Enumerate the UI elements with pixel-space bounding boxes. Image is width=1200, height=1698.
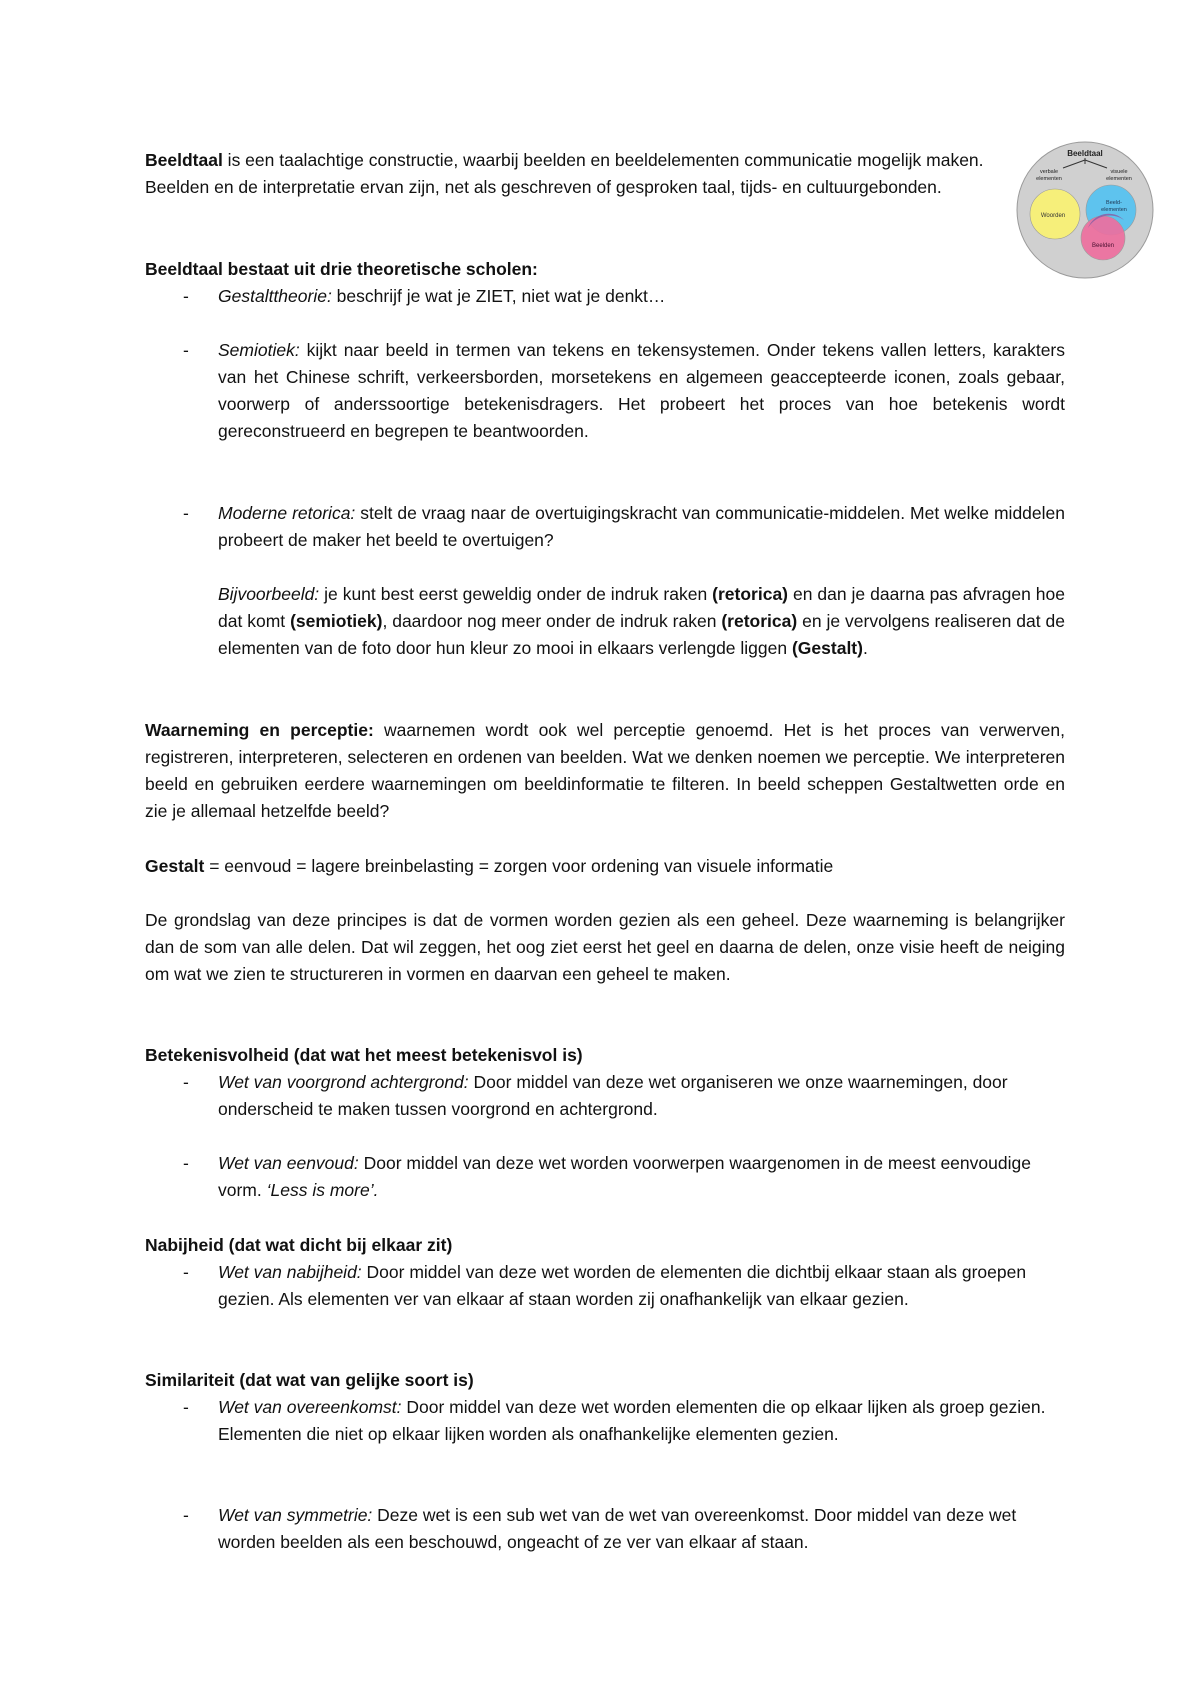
diagram-elements-label-1: Beeld- [1106, 200, 1122, 206]
example-bold-2: (semiotiek) [290, 611, 383, 631]
gestalttheorie-text: beschrijf je wat je ZIET, niet wat je denkt… [331, 286, 666, 306]
semiotiek-text: kijkt naar beeld in termen van tekens en tekensystemen. Onder tekens vallen letters, karakters van het Chinese schrift, verkeersborden, morsetekens en algemeen geaccepteerde iconen, zoals gebaar, voorwerp of anderssoortige betekenisdragers. Het probeert het proces van hoe betekenis wordt gereconstrueerd en begrepen te beantwoorden. [218, 340, 1065, 441]
diagram-left-label-2: elementen [1036, 176, 1062, 182]
list-item-eenvoud [145, 1150, 1065, 1204]
bullet-dash: - [183, 340, 189, 360]
bullet-dash: - [183, 1153, 189, 1173]
example-text-1: je kunt best eerst geweldig onder de indruk raken [319, 584, 713, 604]
list-item-semiotiek [145, 337, 1065, 445]
list-item-nabijheid [145, 1259, 1065, 1313]
bullet-dash: - [183, 1262, 189, 1282]
list-item-gestalttheorie [145, 283, 1065, 310]
perception-paragraph [145, 717, 1065, 825]
example-label: Bijvoorbeeld: [218, 584, 320, 604]
overeenkomst-text: Door middel van deze wet worden elementen die op elkaar lijken als groep gezien. Elementen die niet op elkaar lijken worden als onafhankelijke elementen gezien. [218, 1397, 1046, 1444]
intro-term: Beeldtaal [145, 150, 223, 170]
list-item-overeenkomst [145, 1394, 1065, 1448]
example-text-2: en dan je daarna pas afvragen hoe dat komt [218, 584, 1065, 631]
schools-heading: Beeldtaal bestaat uit drie theoretische scholen: [145, 259, 538, 279]
diagram-left-label-1: verbale [1039, 169, 1059, 175]
diagram-right-label-1: visuele [1110, 169, 1128, 175]
example-text-3: , daardoor nog meer onder de indruk raken [382, 611, 722, 631]
gestalt-text: = eenvoud = lagere breinbelasting = zorgen voor ordening van visuele informatie [204, 856, 834, 876]
symmetrie-label: Wet van symmetrie: [218, 1505, 373, 1525]
nabijheid-label: Wet van nabijheid: [218, 1262, 362, 1282]
example-text-5: . [862, 638, 868, 658]
beeldtaal-venn-diagram [1015, 140, 1155, 280]
list-item-voorgrond-achtergrond [145, 1069, 1065, 1123]
diagram-words-label: Woorden [1040, 213, 1066, 219]
betekenis-heading: Betekenisvolheid (dat wat het meest betekenisvol is) [145, 1045, 583, 1065]
overeenkomst-label: Wet van overeenkomst: [218, 1397, 402, 1417]
list-item-symmetrie [145, 1502, 1065, 1556]
example-text-4: en je vervolgens realiseren dat de elementen van de foto door hun kleur zo mooi in elkaars verlengde liggen [218, 611, 1065, 658]
gestalt-line [145, 853, 1065, 880]
diagram-right-label-2: elementen [1106, 176, 1132, 182]
example-bold-3: (retorica) [721, 611, 798, 631]
nabijheid-text: Door middel van deze wet worden de elementen die dichtbij elkaar staan als groepen gezien. Als elementen ver van elkaar af staan worden zij onafhankelijk van elkaar gezien. [218, 1262, 1027, 1309]
eenvoud-quote: ‘Less is more’. [266, 1180, 379, 1200]
voorgrond-label: Wet van voorgrond achtergrond: [218, 1072, 469, 1092]
list-item-moderne-retorica [145, 500, 1065, 554]
example-paragraph [145, 581, 1065, 662]
bullet-dash: - [183, 1072, 189, 1092]
eenvoud-label: Wet van eenvoud: [218, 1153, 359, 1173]
eenvoud-text: Door middel van deze wet worden voorwerpen waargenomen in de meest eenvoudige vorm. [218, 1153, 1031, 1200]
diagram-elements-label-2: elementen [1101, 207, 1127, 213]
diagram-images-label: Beelden [1091, 243, 1115, 249]
example-bold-1: (retorica) [712, 584, 789, 604]
bullet-dash: - [183, 1505, 189, 1525]
retorica-label: Moderne retorica: [218, 503, 356, 523]
perception-text: waarnemen wordt ook wel perceptie genoemd. Het is het proces van verwerven, registreren, interpreteren, selecteren en ordenen van beelden. Wat we denken noemen we perceptie. We interpreteren beeld en gebruiken eerdere waarnemingen om beeldinformatie te filteren. In beeld scheppen Gestaltwetten orde en zie je allemaal hetzelfde beeld? [145, 720, 1066, 821]
diagram-title: Beeldtaal [1067, 149, 1103, 158]
similariteit-heading: Similariteit (dat wat van gelijke soort is) [145, 1370, 474, 1390]
retorica-text: stelt de vraag naar de overtuigingskracht van communicatie-middelen. Met welke middelen probeert de maker het beeld te overtuigen? [218, 503, 1065, 550]
nabijheid-heading: Nabijheid (dat wat dicht bij elkaar zit) [145, 1235, 453, 1255]
gestalt-term: Gestalt [145, 856, 205, 876]
semiotiek-label: Semiotiek: [218, 340, 300, 360]
symmetrie-text: Deze wet is een sub wet van de wet van overeenkomst. Door middel van deze wet worden beelden als een beschouwd, ongeacht of ze ver van elkaar af staan. [218, 1505, 1017, 1552]
voorgrond-text: Door middel van deze wet organiseren we onze waarnemingen, door onderscheid te maken tussen voorgrond en achtergrond. [218, 1072, 1008, 1119]
bullet-dash: - [183, 503, 189, 523]
intro-paragraph [145, 147, 995, 201]
intro-text: is een taalachtige constructie, waarbij beelden en beeldelementen communicatie mogelijk maken. Beelden en de interpretatie ervan zijn, net als geschreven of gesproken taal, tijds- en cultuurgebonden. [145, 150, 984, 197]
gestalttheorie-label: Gestalttheorie: [218, 286, 332, 306]
principles-paragraph: De grondslag van deze principes is dat de vormen worden gezien als een geheel. Deze waarneming is belangrijker dan de som van alle delen. Dat wil zeggen, het oog ziet eerst het geel en daarna de delen, onze visie heeft de neiging om wat we zien te structureren in vormen en daarvan een geheel te maken. [145, 910, 1065, 984]
perception-term: Waarneming en perceptie: [145, 720, 374, 740]
bullet-dash: - [183, 286, 189, 306]
images-circle [1081, 216, 1125, 260]
bullet-dash: - [183, 1397, 189, 1417]
example-bold-4: (Gestalt) [791, 638, 863, 658]
